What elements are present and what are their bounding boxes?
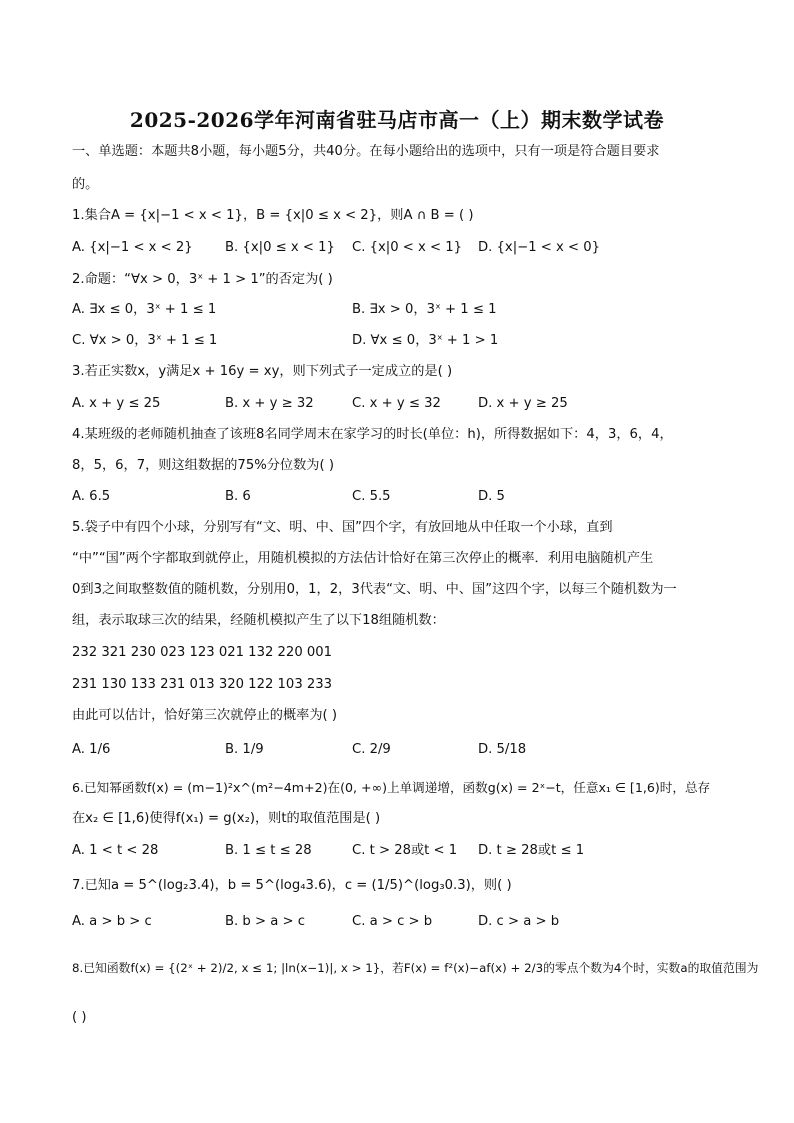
question-7-option-b: B. b > a > c [225,914,306,929]
question-7-option-a: A. a > b > c [72,914,152,929]
question-5-question: 由此可以估计，恰好第三次就停止的概率为( ) [72,708,338,723]
question-5-stem-4: 组，表示取球三次的结果，经随机模拟产生了以下18组随机数： [72,613,445,628]
question-4-option-b: B. 6 [225,489,251,504]
page-title: 2025-2026学年河南省驻马店市高一（上）期末数学试卷 [129,108,665,132]
question-2-option-d: D. ∀x ≤ 0，3ˣ + 1 > 1 [352,333,499,348]
question-5-option-d: D. 5/18 [478,742,527,757]
question-5-stem-2: “中”“国”两个字都取到就停止，用随机模拟的方法估计恰好在第三次停止的概率．利用电脑随机产生 [72,551,654,566]
question-6-stem-cont: 在x₂ ∈ [1,6)使得f(x₁) = g(x₂)，则t的取值范围是( ) [72,811,381,826]
question-4-stem: 4.某班级的老师随机抽查了该班8名同学周末在家学习的时长(单位：h)，所得数据如下：4，3，6，4， [72,427,673,442]
question-8-stem-cont: ( ) [72,1010,87,1025]
section-heading: 一、单选题：本题共8小题，每小题5分，共40分。在每小题给出的选项中，只有一项是符合题目要求 [72,144,660,159]
question-1-stem: 1.集合A = {x|−1 < x < 1}，B = {x|0 ≤ x < 2}，则A ∩ B = ( ) [72,208,474,223]
question-1-option-a: A. {x|−1 < x < 2} [72,240,193,255]
question-3-option-b: B. x + y ≥ 32 [225,396,314,411]
question-1-option-c: C. {x|0 < x < 1} [352,240,463,255]
question-3-option-a: A. x + y ≤ 25 [72,396,161,411]
question-5-random-row-2: 231 130 133 231 013 320 122 103 233 [72,677,333,692]
question-7-stem: 7.已知a = 5^(log₂3.4)，b = 5^(log₄3.6)，c = (1/5)^(log₃0.3)，则( ) [72,878,512,893]
question-8-stem: 8.已知函数f(x) = {(2ˣ + 2)/2, x ≤ 1; |ln(x−1)|, x > 1}，若F(x) = f²(x)−af(x) + 2/3的零点个数为4个时，实数a的取值范围为 [72,961,759,975]
question-4-option-c: C. 5.5 [352,489,391,504]
question-5-stem-3: 0到3之间取整数值的随机数，分别用0，1，2，3代表“文、明、中、国”这四个字，以每三个随机数为一 [72,582,677,597]
question-5-stem: 5.袋子中有四个小球，分别写有“文、明、中、国”四个字，有放回地从中任取一个小球，直到 [72,520,613,535]
question-6-option-a: A. 1 < t < 28 [72,843,159,858]
question-2-option-b: B. ∃x > 0，3ˣ + 1 ≤ 1 [352,302,497,317]
question-2-stem: 2.命题：“∀x > 0，3ˣ + 1 > 1”的否定为( ) [72,272,333,287]
question-4-option-d: D. 5 [478,489,505,504]
question-3-stem: 3.若正实数x，y满足x + 16y = xy，则下列式子一定成立的是( ) [72,364,453,379]
question-4-option-a: A. 6.5 [72,489,111,504]
question-3-option-d: D. x + y ≥ 25 [478,396,568,411]
section-heading-cont: 的。 [72,177,99,192]
question-1-option-d: D. {x|−1 < x < 0} [478,240,601,255]
question-5-random-row-1: 232 321 230 023 123 021 132 220 001 [72,645,333,660]
question-3-option-c: C. x + y ≤ 32 [352,396,441,411]
question-5-option-b: B. 1/9 [225,742,264,757]
question-7-option-d: D. c > a > b [478,914,560,929]
question-2-option-a: A. ∃x ≤ 0，3ˣ + 1 ≤ 1 [72,302,217,317]
question-5-option-c: C. 2/9 [352,742,391,757]
question-4-stem-cont: 8，5，6，7，则这组数据的75%分位数为( ) [72,458,334,473]
question-6-option-b: B. 1 ≤ t ≤ 28 [225,843,312,858]
question-1-option-b: B. {x|0 ≤ x < 1} [225,240,335,255]
question-6-option-c: C. t > 28或t < 1 [352,843,458,858]
question-7-option-c: C. a > c > b [352,914,433,929]
question-5-option-a: A. 1/6 [72,742,111,757]
question-2-option-c: C. ∀x > 0，3ˣ + 1 ≤ 1 [72,333,218,348]
question-6-stem: 6.已知幂函数f(x) = (m−1)²x^(m²−4m+2)在(0, +∞)上单调递增，函数g(x) = 2ˣ−t，任意x₁ ∈ [1,6)时，总存 [72,780,711,795]
question-6-option-d: D. t ≥ 28或t ≤ 1 [478,843,585,858]
